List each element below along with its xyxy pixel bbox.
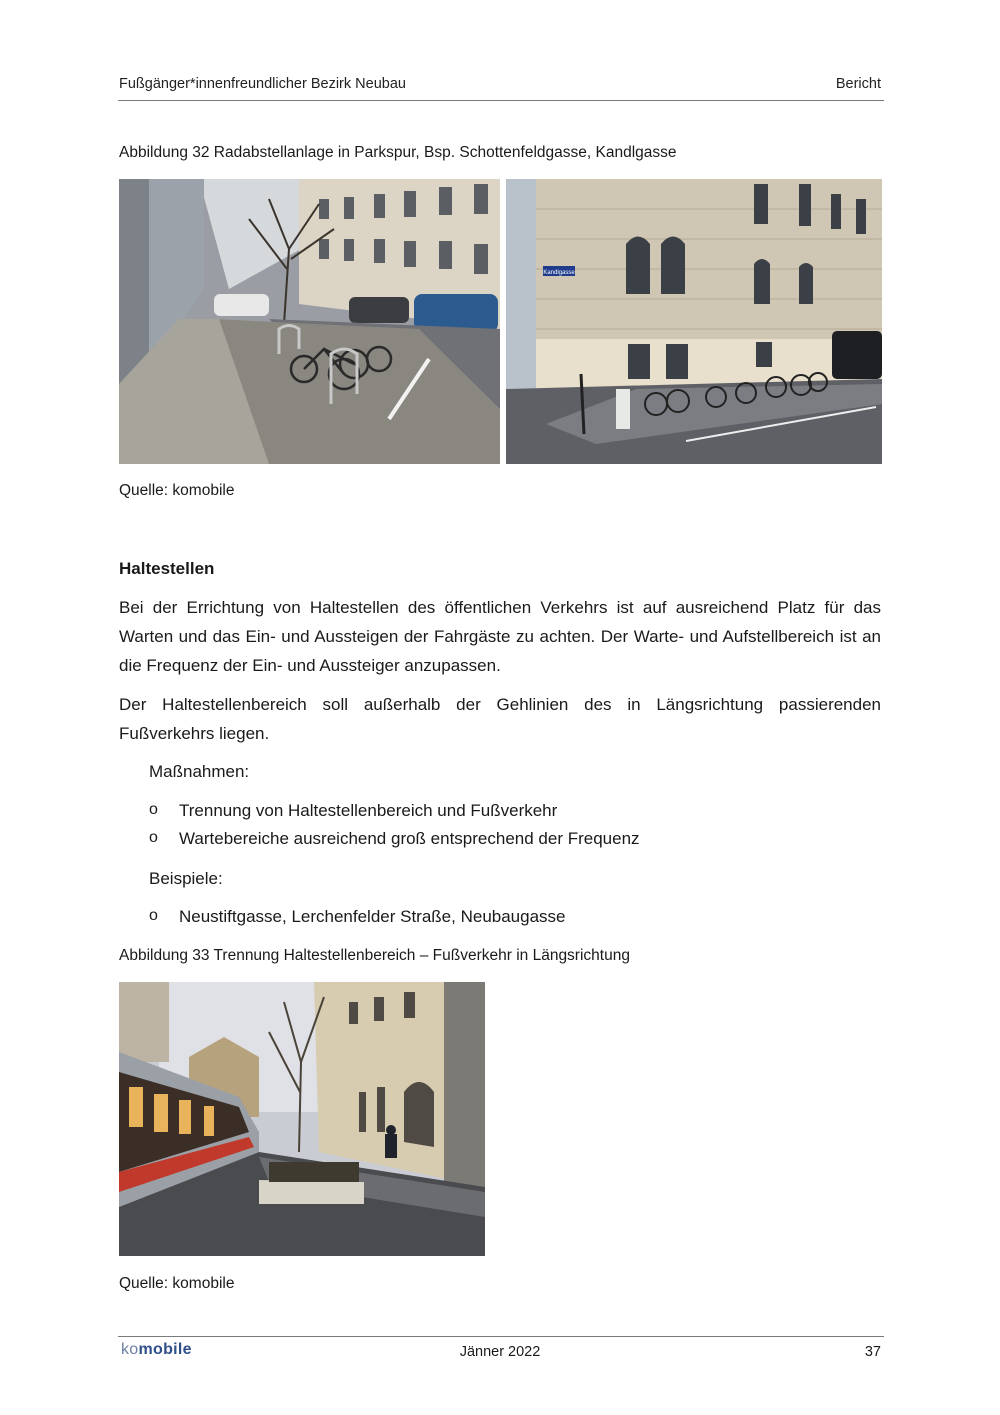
- bullet-marker: o: [149, 801, 158, 818]
- running-header-section: Bericht: [835, 76, 881, 92]
- measure-item-text: Trennung von Haltestellenbereich und Fußverkehr: [179, 801, 558, 820]
- bullet-marker: o: [149, 907, 158, 924]
- figure-33-source: Quelle: komobile: [119, 1275, 235, 1292]
- measures-label: Maßnahmen:: [149, 762, 250, 781]
- examples-label: Beispiele:: [149, 869, 223, 888]
- list-item: [149, 829, 849, 853]
- figure-32-caption: Abbildung 32 Radabstellanlage in Parkspur, Bsp. Schottenfeldgasse, Kandlgasse: [119, 144, 677, 161]
- measure-item-text: Wartebereiche ausreichend groß entsprechend der Frequenz: [179, 829, 640, 848]
- example-item-text: Neustiftgasse, Lerchenfelder Straße, Neubaugasse: [179, 907, 566, 926]
- list-item: [149, 907, 849, 931]
- figure-32-photo-schottenfeldgasse: [119, 179, 500, 464]
- page-number: 37: [864, 1344, 881, 1360]
- list-item: [149, 801, 849, 825]
- paragraph-2: Der Haltestellenbereich soll außerhalb der Gehlinien des in Längsrichtung passierenden Fußverkehrs liegen.: [119, 695, 881, 743]
- running-header-title: Fußgänger*innenfreundlicher Bezirk Neubau: [119, 76, 406, 92]
- logo-ko: ko: [121, 1341, 139, 1358]
- paragraph-1: Bei der Errichtung von Haltestellen des öffentlichen Verkehrs ist auf ausreichend Platz für das Warten und das Ein- und Aussteigen der Fahrgäste zu achten. Der Warte- und Aufstellbereich ist an die Frequenz der Ein- und Aussteiger anzupassen.: [119, 598, 881, 675]
- header-rule: [118, 100, 884, 101]
- section-heading: Haltestellen: [119, 559, 215, 578]
- logo-mobile: mobile: [138, 1341, 192, 1358]
- figure-32-photo-kandlgasse: [506, 179, 882, 464]
- footer-date: Jänner 2022: [459, 1344, 541, 1360]
- street-sign-text: Kandlgasse: [543, 270, 575, 276]
- figure-32-source: Quelle: komobile: [119, 482, 235, 499]
- figure-33-photo-tram-stop: [119, 982, 485, 1256]
- bullet-marker: o: [149, 829, 158, 846]
- figure-33-caption: Abbildung 33 Trennung Haltestellenbereich – Fußverkehr in Längsrichtung: [119, 947, 630, 964]
- footer-rule: [118, 1336, 884, 1337]
